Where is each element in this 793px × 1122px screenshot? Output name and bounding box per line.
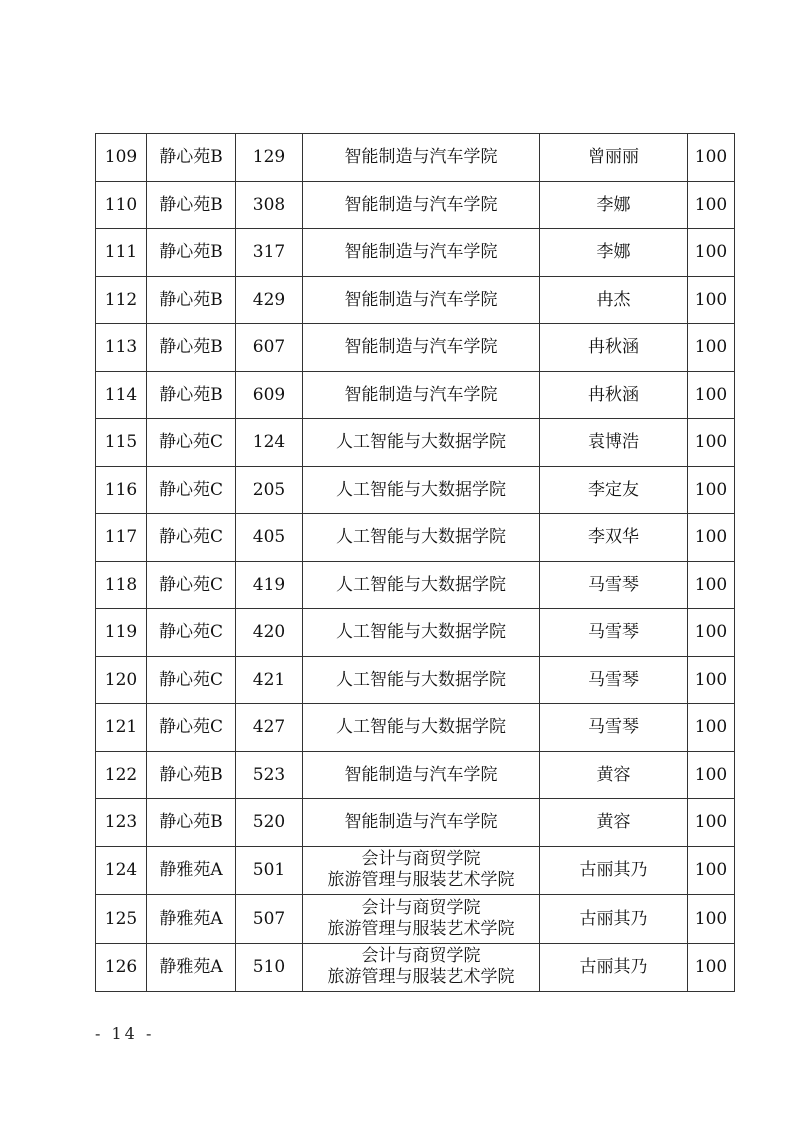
inspector-name-cell: 古丽其乃 [540, 846, 688, 895]
department-line: 智能制造与汽车学院 [344, 764, 498, 785]
department-line: 智能制造与汽车学院 [344, 337, 498, 358]
department-line: 智能制造与汽车学院 [344, 289, 498, 310]
score-cell: 100 [688, 846, 735, 895]
table-row [96, 609, 735, 657]
score-cell: 100 [688, 134, 735, 182]
department-line: 人工智能与大数据学院 [336, 479, 506, 500]
department-line: 旅游管理与服装艺术学院 [327, 918, 515, 939]
page-number: - 14 - [95, 1024, 155, 1043]
department-line: 人工智能与大数据学院 [336, 717, 506, 738]
department-cell [303, 181, 540, 229]
table-row [96, 656, 735, 704]
table-row [96, 751, 735, 799]
building-cell: 静心苑C [147, 419, 236, 467]
department-cell [303, 609, 540, 657]
building-cell: 静雅苑A [147, 846, 236, 895]
building-cell: 静心苑B [147, 751, 236, 799]
inspector-name-cell: 古丽其乃 [540, 943, 688, 992]
score-cell: 100 [688, 181, 735, 229]
table-row [96, 229, 735, 277]
row-number-cell: 115 [96, 419, 147, 467]
row-number-cell: 110 [96, 181, 147, 229]
room-cell: 124 [236, 419, 303, 467]
inspector-name-cell: 马雪琴 [540, 561, 688, 609]
table-row [96, 134, 735, 182]
row-number-cell: 124 [96, 846, 147, 895]
department-line: 旅游管理与服装艺术学院 [327, 870, 515, 891]
inspector-name-cell: 李娜 [540, 229, 688, 277]
department-cell [303, 371, 540, 419]
department-cell [303, 561, 540, 609]
table-row [96, 276, 735, 324]
room-cell: 510 [236, 943, 303, 992]
row-number-cell: 114 [96, 371, 147, 419]
department-cell [303, 704, 540, 752]
room-cell: 420 [236, 609, 303, 657]
department-line: 人工智能与大数据学院 [336, 527, 506, 548]
row-number-cell: 112 [96, 276, 147, 324]
table-row [96, 514, 735, 562]
department-cell [303, 229, 540, 277]
building-cell: 静心苑C [147, 704, 236, 752]
department-cell [303, 895, 540, 944]
score-cell: 100 [688, 229, 735, 277]
department-cell [303, 846, 540, 895]
row-number-cell: 119 [96, 609, 147, 657]
department-cell [303, 466, 540, 514]
department-line: 旅游管理与服装艺术学院 [327, 967, 515, 988]
table-row [96, 704, 735, 752]
table-row [96, 846, 735, 895]
building-cell: 静心苑C [147, 466, 236, 514]
score-cell: 100 [688, 561, 735, 609]
table-body [96, 134, 735, 992]
table-row [96, 371, 735, 419]
department-cell [303, 324, 540, 372]
building-cell: 静心苑B [147, 799, 236, 847]
row-number-cell: 109 [96, 134, 147, 182]
building-cell: 静心苑B [147, 324, 236, 372]
row-number-cell: 116 [96, 466, 147, 514]
department-line: 人工智能与大数据学院 [336, 669, 506, 690]
score-cell: 100 [688, 419, 735, 467]
department-line: 会计与商贸学院 [361, 946, 481, 967]
room-cell: 421 [236, 656, 303, 704]
dormitory-score-table [95, 133, 735, 992]
department-cell [303, 943, 540, 992]
score-cell: 100 [688, 656, 735, 704]
row-number-cell: 122 [96, 751, 147, 799]
row-number-cell: 117 [96, 514, 147, 562]
building-cell: 静心苑B [147, 134, 236, 182]
building-cell: 静雅苑A [147, 895, 236, 944]
room-cell: 523 [236, 751, 303, 799]
inspector-name-cell: 冉秋涵 [540, 371, 688, 419]
building-cell: 静心苑C [147, 656, 236, 704]
score-cell: 100 [688, 799, 735, 847]
score-cell: 100 [688, 609, 735, 657]
department-cell [303, 419, 540, 467]
table-row [96, 466, 735, 514]
inspector-name-cell: 袁博浩 [540, 419, 688, 467]
score-cell: 100 [688, 943, 735, 992]
row-number-cell: 123 [96, 799, 147, 847]
score-cell: 100 [688, 895, 735, 944]
department-line: 智能制造与汽车学院 [344, 242, 498, 263]
table-row [96, 561, 735, 609]
inspector-name-cell: 古丽其乃 [540, 895, 688, 944]
inspector-name-cell: 黄容 [540, 799, 688, 847]
inspector-name-cell: 黄容 [540, 751, 688, 799]
department-cell [303, 276, 540, 324]
score-cell: 100 [688, 704, 735, 752]
building-cell: 静心苑B [147, 229, 236, 277]
building-cell: 静心苑B [147, 276, 236, 324]
row-number-cell: 126 [96, 943, 147, 992]
table-row [96, 324, 735, 372]
building-cell: 静心苑C [147, 609, 236, 657]
row-number-cell: 121 [96, 704, 147, 752]
room-cell: 205 [236, 466, 303, 514]
room-cell: 308 [236, 181, 303, 229]
department-line: 智能制造与汽车学院 [344, 147, 498, 168]
room-cell: 520 [236, 799, 303, 847]
inspector-name-cell: 马雪琴 [540, 704, 688, 752]
table-row [96, 181, 735, 229]
department-cell [303, 134, 540, 182]
room-cell: 507 [236, 895, 303, 944]
department-line: 智能制造与汽车学院 [344, 812, 498, 833]
inspector-name-cell: 冉秋涵 [540, 324, 688, 372]
room-cell: 405 [236, 514, 303, 562]
department-line: 人工智能与大数据学院 [336, 432, 506, 453]
score-cell: 100 [688, 466, 735, 514]
department-cell [303, 656, 540, 704]
table-row [96, 419, 735, 467]
department-line: 智能制造与汽车学院 [344, 384, 498, 405]
inspector-name-cell: 冉杰 [540, 276, 688, 324]
department-cell [303, 514, 540, 562]
table-row [96, 799, 735, 847]
row-number-cell: 125 [96, 895, 147, 944]
table-row [96, 895, 735, 944]
room-cell: 607 [236, 324, 303, 372]
room-cell: 129 [236, 134, 303, 182]
building-cell: 静心苑C [147, 561, 236, 609]
department-cell [303, 799, 540, 847]
row-number-cell: 111 [96, 229, 147, 277]
room-cell: 317 [236, 229, 303, 277]
table-row [96, 943, 735, 992]
inspector-name-cell: 马雪琴 [540, 656, 688, 704]
inspector-name-cell: 李定友 [540, 466, 688, 514]
building-cell: 静雅苑A [147, 943, 236, 992]
row-number-cell: 113 [96, 324, 147, 372]
inspector-name-cell: 马雪琴 [540, 609, 688, 657]
room-cell: 427 [236, 704, 303, 752]
inspector-name-cell: 曾丽丽 [540, 134, 688, 182]
building-cell: 静心苑B [147, 371, 236, 419]
building-cell: 静心苑B [147, 181, 236, 229]
department-line: 人工智能与大数据学院 [336, 574, 506, 595]
score-cell: 100 [688, 514, 735, 562]
department-cell [303, 751, 540, 799]
score-cell: 100 [688, 371, 735, 419]
department-line: 会计与商贸学院 [361, 849, 481, 870]
building-cell: 静心苑C [147, 514, 236, 562]
department-line: 会计与商贸学院 [361, 897, 481, 918]
room-cell: 609 [236, 371, 303, 419]
score-cell: 100 [688, 751, 735, 799]
score-cell: 100 [688, 324, 735, 372]
department-line: 智能制造与汽车学院 [344, 194, 498, 215]
room-cell: 419 [236, 561, 303, 609]
inspector-name-cell: 李娜 [540, 181, 688, 229]
row-number-cell: 120 [96, 656, 147, 704]
row-number-cell: 118 [96, 561, 147, 609]
inspector-name-cell: 李双华 [540, 514, 688, 562]
department-line: 人工智能与大数据学院 [336, 622, 506, 643]
room-cell: 429 [236, 276, 303, 324]
score-cell: 100 [688, 276, 735, 324]
room-cell: 501 [236, 846, 303, 895]
